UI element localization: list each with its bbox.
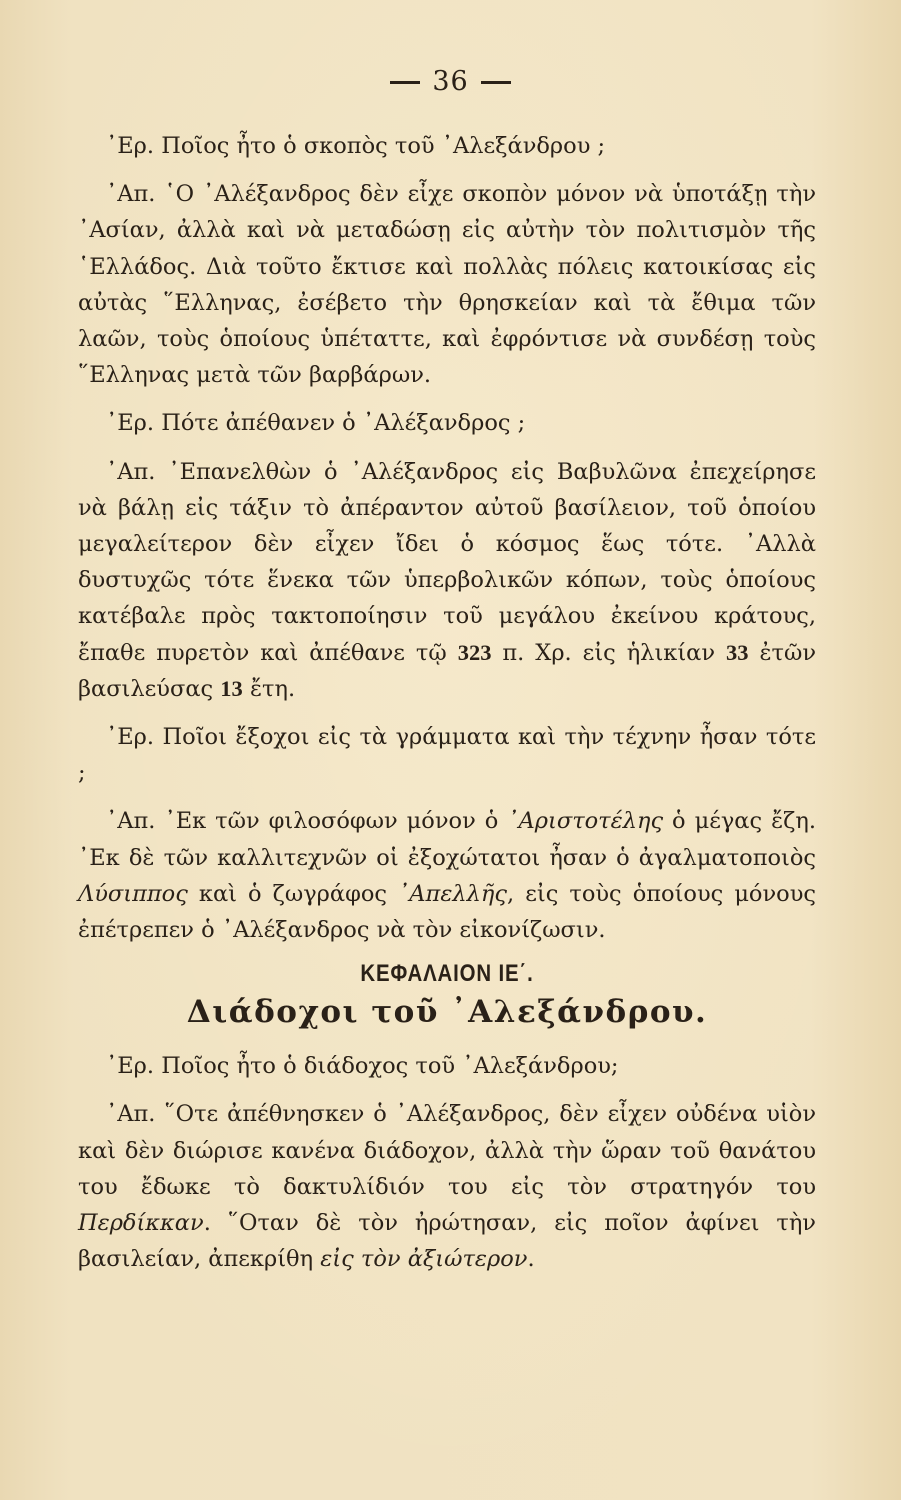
question-paragraph — [78, 719, 816, 791]
page-number: 36 — [432, 66, 469, 97]
emphasis-text: ᾽Απελλῆς — [398, 880, 508, 907]
answer-paragraph — [78, 803, 816, 948]
question-label: ᾽Ερ. — [106, 1053, 155, 1080]
question-label: ᾽Ερ. — [106, 133, 155, 159]
page-body — [78, 128, 816, 1289]
question-label: ᾽Ερ. — [106, 410, 155, 437]
text-segment: Ποῖος ἦτο ὁ σκοπὸς τοῦ ᾽Αλεξάνδρου ; — [154, 133, 606, 159]
answer-paragraph — [78, 176, 816, 393]
question-paragraph — [78, 1048, 816, 1084]
number-text: 33 — [725, 639, 749, 665]
answer-label: ᾽Απ. — [106, 181, 156, 208]
text-segment: π. Χρ. εἰς ἡλικίαν — [491, 639, 726, 666]
text-segment: ὁ μέγας ἔζη. ᾽Εκ δὲ τῶν καλλιτεχνῶν οἱ ἐξοχώτατοι ἦσαν ὁ ἀγαλματοποιὸς — [78, 808, 816, 871]
text-segment: ΚΕΦΑΛΑΙΟΝ ΙΕ΄. — [360, 960, 534, 988]
emphasis-text: Περδίκκαν — [78, 1210, 204, 1237]
text-segment: ᾽Επανελθὼν ὁ ᾽Αλέξανδρος εἰς Βαβυλῶνα ἐπεχείρησε νὰ βάλῃ εἰς τάξιν τὸ ἀπέραντον αὐτοῦ βασίλειον, τοῦ ὁποίου μεγαλείτερον δὲν εἶχεν ἴδει ὁ κόσμος ἕως τότε. ᾽Αλλὰ δυστυχῶς τότε ἕνεκα τῶν ὑπερβολικῶν κόπων, τοὺς ὁποίους κατέβαλε πρὸς τακτοποίησιν τοῦ μεγάλου ἐκείνου κράτους, ἔπαθε πυρετὸν καὶ ἀπέθανε τῷ — [78, 458, 816, 666]
text-segment: . — [527, 1246, 535, 1273]
text-segment: Ποῖος ἦτο ὁ διάδοχος τοῦ ᾽Αλεξάνδρου; — [154, 1053, 619, 1080]
emphasis-text: ᾽Αριστοτέλης — [507, 808, 664, 835]
emphasis-text: εἰς τὸν ἀξιώτερον — [320, 1246, 528, 1273]
chapter-subtitle — [78, 994, 816, 1030]
text-segment: καὶ ὁ ζωγράφος — [187, 880, 399, 907]
chapter-heading — [133, 960, 760, 988]
number-text: 13 — [220, 675, 243, 701]
question-label: ᾽Ερ. — [106, 724, 155, 751]
header-dash-right — [481, 81, 511, 84]
text-segment: ἐτῶν βασιλεύσας — [78, 639, 816, 702]
answer-paragraph — [78, 454, 816, 707]
page-header — [0, 66, 901, 97]
header-dash-left — [390, 81, 420, 84]
question-paragraph — [78, 128, 816, 164]
text-segment: , εἰς τοὺς ὁποίους μόνους ἐπέτρεπεν ὁ ᾽Αλέξανδρος νὰ τὸν εἰκονίζωσιν. — [78, 880, 816, 944]
answer-label: ᾽Απ. — [106, 808, 156, 835]
answer-paragraph — [78, 1096, 816, 1277]
emphasis-text: Λύσιππος — [78, 880, 188, 907]
text-segment: . ῞Οταν δὲ τὸν ἠρώτησαν, εἰς ποῖον ἀφίνει τὴν βασιλείαν, ἀπεκρίθη — [78, 1210, 816, 1273]
text-segment: ἔτη. — [242, 675, 296, 702]
answer-label: ᾽Απ. — [106, 458, 156, 485]
text-segment: ῞Οτε ἀπέθνησκεν ὁ ᾽Αλέξανδρος, δὲν εἶχεν οὐδένα υἱὸν καὶ δὲν διώρισε κανένα διάδοχον, ἀλλὰ τὴν ὥραν τοῦ θανάτου του ἔδωκε τὸ δακτυλίδιόν του εἰς τὸν στρατηγόν του — [78, 1101, 816, 1200]
text-segment: Ποῖοι ἔξοχοι εἰς τὰ γράμματα καὶ τὴν τέχνην ἦσαν τότε ; — [78, 724, 816, 787]
text-segment: ῾Ο ᾽Αλέξανδρος δὲν εἶχε σκοπὸν μόνον νὰ ὑποτάξῃ τὴν ᾽Ασίαν, ἀλλὰ καὶ νὰ μεταδώσῃ εἰς αὐτὴν τὸν πολιτισμὸν τῆς ῾Ελλάδος. Διὰ τοῦτο ἔκτισε καὶ πολλὰς πόλεις κατοικίσας εἰς αὐτὰς ῞Ελληνας, ἐσέβετο τὴν θρησκείαν καὶ τὰ ἔθιμα τῶν λαῶν, τοὺς ὁποίους ὑπέταττε, καὶ ἐφρόντισε νὰ συνδέσῃ τοὺς ῞Ελληνας μετὰ τῶν βαρβάρων. — [78, 181, 816, 389]
number-text: 323 — [457, 639, 492, 665]
text-segment: ᾽Εκ τῶν φιλοσόφων μόνον ὁ — [155, 808, 508, 835]
answer-label: ᾽Απ. — [106, 1101, 156, 1128]
text-segment: Διάδοχοι τοῦ ᾽Αλεξάνδρου. — [186, 994, 708, 1031]
question-paragraph — [78, 405, 816, 441]
text-segment: Πότε ἀπέθανεν ὁ ᾽Αλέξανδρος ; — [154, 410, 526, 437]
